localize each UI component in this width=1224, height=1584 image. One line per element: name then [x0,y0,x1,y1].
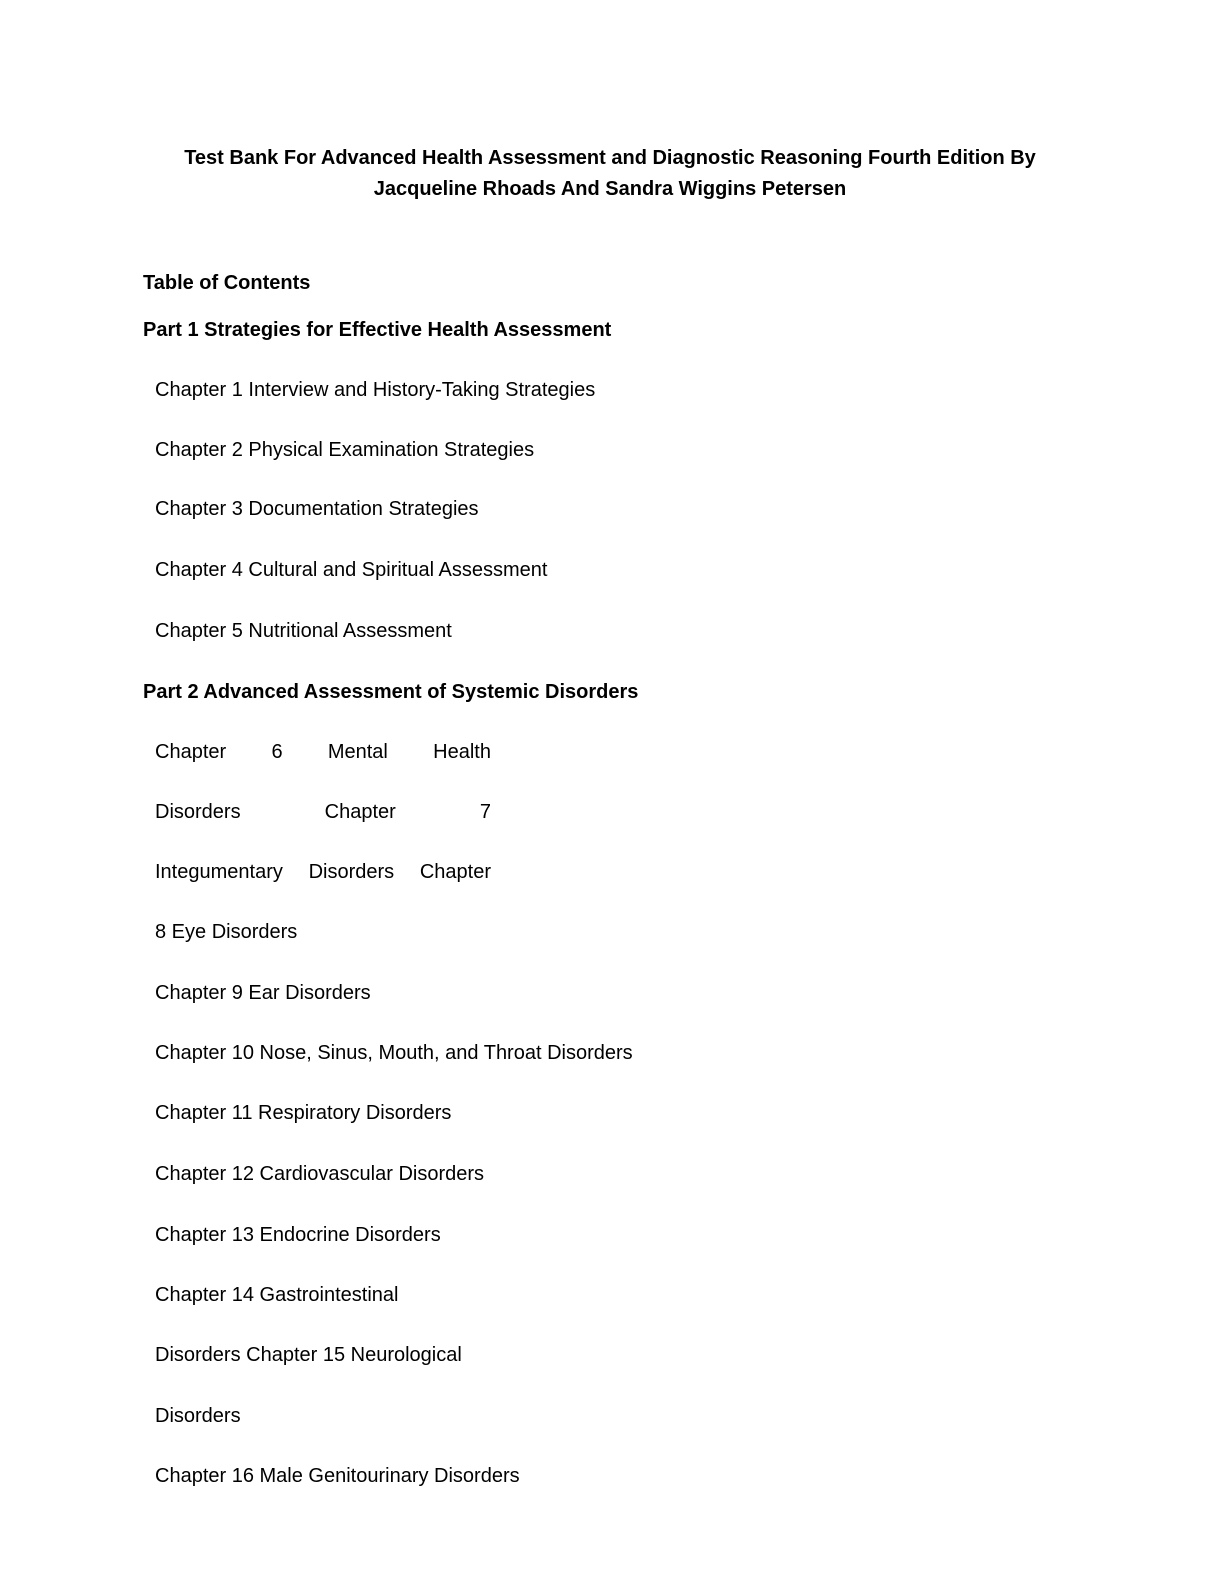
toc-entry: Chapter 9 Ear Disorders [155,982,371,1004]
toc-word: Chapter [155,741,227,763]
part-2-heading: Part 2 Advanced Assessment of Systemic Disorders [143,681,639,703]
toc-entry: Chapter 16 Male Genitourinary Disorders [155,1465,520,1487]
toc-word: Chapter [324,801,396,823]
toc-entry: Disorders [155,1405,241,1427]
toc-justified-line [155,799,491,825]
toc-word: Mental [327,741,388,763]
toc-entry: Chapter 12 Cardiovascular Disorders [155,1163,485,1185]
toc-word: Integumentary [155,861,283,883]
toc-word: Disorders [155,801,241,823]
toc-entry: Chapter 13 Endocrine Disorders [155,1224,441,1246]
document-title-line-1: Test Bank For Advanced Health Assessment and Diagnostic Reasoning Fourth Edition By [184,147,1036,169]
toc-heading: Table of Contents [143,272,311,294]
toc-justified-line [155,859,491,885]
toc-justified-line [155,739,491,765]
toc-entry: Chapter 11 Respiratory Disorders [155,1102,452,1124]
toc-word: 6 [271,741,283,763]
toc-entry: Chapter 4 Cultural and Spiritual Assessment [155,559,548,581]
toc-word: Disorders [308,861,395,883]
toc-word: 7 [479,801,491,823]
toc-entry: 8 Eye Disorders [155,921,298,943]
toc-word: Chapter [419,861,491,883]
part-1-heading: Part 1 Strategies for Effective Health Assessment [143,319,612,341]
toc-entry: Chapter 10 Nose, Sinus, Mouth, and Throat Disorders [155,1042,633,1064]
toc-entry: Chapter 3 Documentation Strategies [155,498,479,520]
toc-entry: Chapter 14 Gastrointestinal [155,1284,399,1306]
toc-entry: Chapter 5 Nutritional Assessment [155,620,452,642]
toc-entry: Disorders Chapter 15 Neurological [155,1344,462,1366]
document-title-line-2: Jacqueline Rhoads And Sandra Wiggins Petersen [373,178,847,200]
toc-entry: Chapter 1 Interview and History-Taking Strategies [155,379,596,401]
toc-word: Health [433,741,491,763]
toc-entry: Chapter 2 Physical Examination Strategies [155,439,535,461]
